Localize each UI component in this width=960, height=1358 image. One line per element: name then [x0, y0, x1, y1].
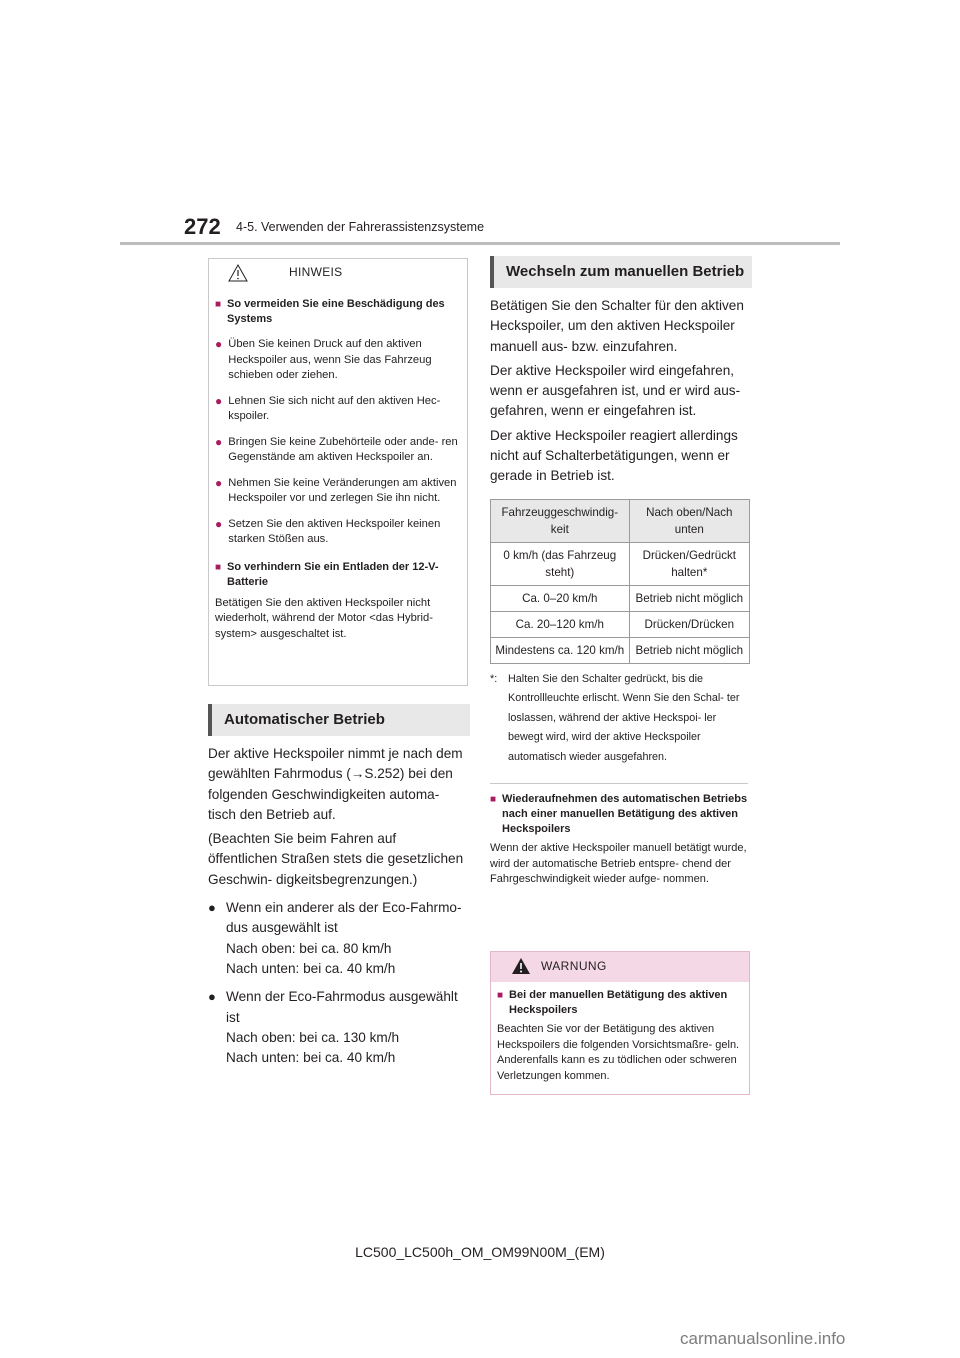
table-row [491, 542, 750, 585]
table-cell: Mindestens ca. 120 km/h [491, 637, 630, 663]
manual-para-2: Der aktive Heckspoiler wird eingefahren, wenn er ausgefahren ist, und er wird aus- gefahren, wenn er eingefahren ist. [490, 362, 741, 419]
square-bullet-icon: ■ [215, 299, 222, 310]
footnote-mark: *: [490, 672, 498, 685]
auto-bullet-down: Nach unten: bei ca. 40 km/h [226, 1050, 396, 1066]
notice-item-text: Üben Sie keinen Druck auf den aktiven Heckspoiler aus, wenn Sie das Fahrzeug schieben oder ziehen. [228, 338, 432, 381]
caution-triangle-icon [227, 263, 249, 283]
circle-bullet-icon: ● [215, 516, 223, 531]
notice-label: HINWEIS [289, 265, 343, 279]
notice-item-text: Lehnen Sie sich nicht auf den aktiven Hec- kspoiler. [228, 394, 441, 422]
auto-bullet [208, 898, 470, 979]
warning-triangle-icon [511, 957, 531, 975]
notice-header [209, 259, 467, 289]
circle-bullet-icon: ● [208, 900, 216, 916]
warning-header [491, 952, 749, 982]
table-row [491, 611, 750, 637]
notice-item [215, 476, 459, 507]
document-id: LC500_LC500h_OM_OM99N00M_(EM) [355, 1244, 605, 1260]
notice-body [209, 289, 467, 642]
auto-bullet-title: Wenn ein anderer als der Eco-Fahrmo- dus ausgewählt ist [226, 900, 462, 936]
auto-bullet-up: Nach oben: bei ca. 130 km/h [226, 1029, 400, 1045]
speed-table [490, 499, 750, 664]
notice-box [208, 258, 468, 686]
square-bullet-icon: ■ [215, 561, 222, 573]
notice-item-text: Nehmen Sie keine Veränderungen am aktiven Heckspoiler vor und zerlegen Sie ihn nicht. [228, 476, 457, 504]
footnote-text: Halten Sie den Schalter gedrückt, bis die Kontrollleuchte erlischt. Wenn Sie den Schal- ter loslassen, während der aktive Heckspoi- ler bewegt wird, wird der aktive Heckspoiler automatisch wieder ausgefahren. [508, 672, 740, 763]
table-cell: Ca. 0–20 km/h [491, 585, 630, 611]
notice-item [215, 394, 459, 425]
square-bullet-icon: ■ [497, 990, 504, 1001]
section-title: 4-5. Verwenden der Fahrerassistenzsysteme [236, 220, 485, 234]
auto-bullet-up: Nach oben: bei ca. 80 km/h [226, 940, 392, 956]
auto-para-2: (Beachten Sie beim Fahren auf öffentlichen Straßen stets die gesetzlichen Geschwin- digkeitsbegrenzungen.) [208, 831, 464, 887]
warning-label: WARNUNG [541, 959, 607, 973]
auto-section [208, 704, 470, 1068]
notice-heading-battery [215, 560, 459, 590]
circle-bullet-icon: ● [215, 475, 223, 490]
auto-heading: Automatischer Betrieb [208, 704, 470, 736]
warning-text: Beachten Sie vor der Betätigung des aktiven Heckspoilers die folgenden Vorsichtsmaßre- geln. Anderenfalls kann es zu tödlichen oder schweren Verletzungen kommen. [497, 1023, 740, 1082]
notice-heading-text: So vermeiden Sie eine Beschädigung des Systems [227, 298, 445, 325]
circle-bullet-icon: ● [208, 989, 216, 1005]
square-bullet-icon: ■ [490, 794, 497, 806]
circle-bullet-icon: ● [215, 337, 223, 351]
resume-text: Wenn der aktive Heckspoiler manuell betätigt wurde, wird der automatische Betrieb entspre- chend der Fahrgeschwindigkeit wieder aufge- nommen. [490, 842, 747, 886]
notice-heading-text: So verhindern Sie ein Entladen der 12-V- Batterie [227, 560, 439, 588]
manual-heading: Wechseln zum manuellen Betrieb [490, 256, 752, 288]
table-cell: Betrieb nicht möglich [629, 585, 749, 611]
page-number: 272 [184, 214, 221, 239]
section-divider [490, 783, 748, 784]
resume-heading [490, 792, 752, 837]
header-divider [120, 242, 840, 245]
circle-bullet-icon: ● [215, 434, 223, 449]
table-cell: Betrieb nicht möglich [629, 637, 749, 663]
warning-heading-text: Bei der manuellen Betätigung des aktiven Heckspoilers [509, 989, 728, 1016]
table-cell: Drücken/Drücken [629, 611, 749, 637]
auto-bullet-content [226, 987, 470, 1068]
warning-body [491, 982, 749, 1084]
auto-bullet-title: Wenn der Eco-Fahrmodus ausgewählt ist [226, 989, 458, 1025]
notice-item [215, 435, 459, 466]
warning-heading [497, 988, 741, 1018]
manual-section [490, 256, 752, 888]
resume-heading-text: Wiederaufnehmen des automatischen Betriebs nach einer manuellen Betätigung des aktiven Heckspoilers [502, 793, 748, 836]
auto-para-1: Der aktive Heckspoiler nimmt je nach dem gewählten Fahrmodus (→S.252) bei den folgenden Geschwindigkeiten automa- tisch den Betrieb auf. [208, 746, 463, 822]
table-cell: 0 km/h (das Fahrzeug steht) [491, 542, 630, 585]
watermark: carmanualsonline.info [680, 1329, 846, 1348]
manual-para-3: Der aktive Heckspoiler reagiert allerdings nicht auf Schalterbetätigungen, wenn er gerade in Betrieb ist. [490, 427, 738, 484]
table-cell: Drücken/Gedrückt halten* [629, 542, 749, 585]
table-header-direction: Nach oben/Nach unten [629, 499, 749, 542]
manual-para-1: Betätigen Sie den Schalter für den aktiven Heckspoiler, um den aktiven Heckspoiler manuell aus- bzw. einzufahren. [490, 298, 744, 354]
notice-item [215, 517, 459, 548]
table-row [491, 637, 750, 663]
notice-item-text: Setzen Sie den aktiven Heckspoiler keinen starken Stößen aus. [228, 517, 441, 545]
notice-battery-text: Betätigen Sie den aktiven Heckspoiler nicht wiederholt, während der Motor <das Hybrid- system> ausgeschaltet ist. [215, 596, 433, 640]
auto-bullet-down: Nach unten: bei ca. 40 km/h [226, 960, 396, 976]
notice-item [215, 337, 459, 384]
circle-bullet-icon: ● [215, 393, 223, 408]
table-row [491, 585, 750, 611]
notice-heading-damage [215, 297, 459, 327]
auto-bullet [208, 987, 470, 1068]
auto-bullet-content [226, 898, 470, 979]
table-cell: Ca. 20–120 km/h [491, 611, 630, 637]
table-header-row [491, 499, 750, 542]
notice-item-text: Bringen Sie keine Zubehörteile oder ande- ren Gegenstände am aktiven Heckspoiler an. [228, 435, 458, 463]
table-footnote [490, 670, 752, 768]
table-header-speed: Fahrzeuggeschwindig- keit [491, 499, 630, 542]
warning-box [490, 951, 750, 1095]
